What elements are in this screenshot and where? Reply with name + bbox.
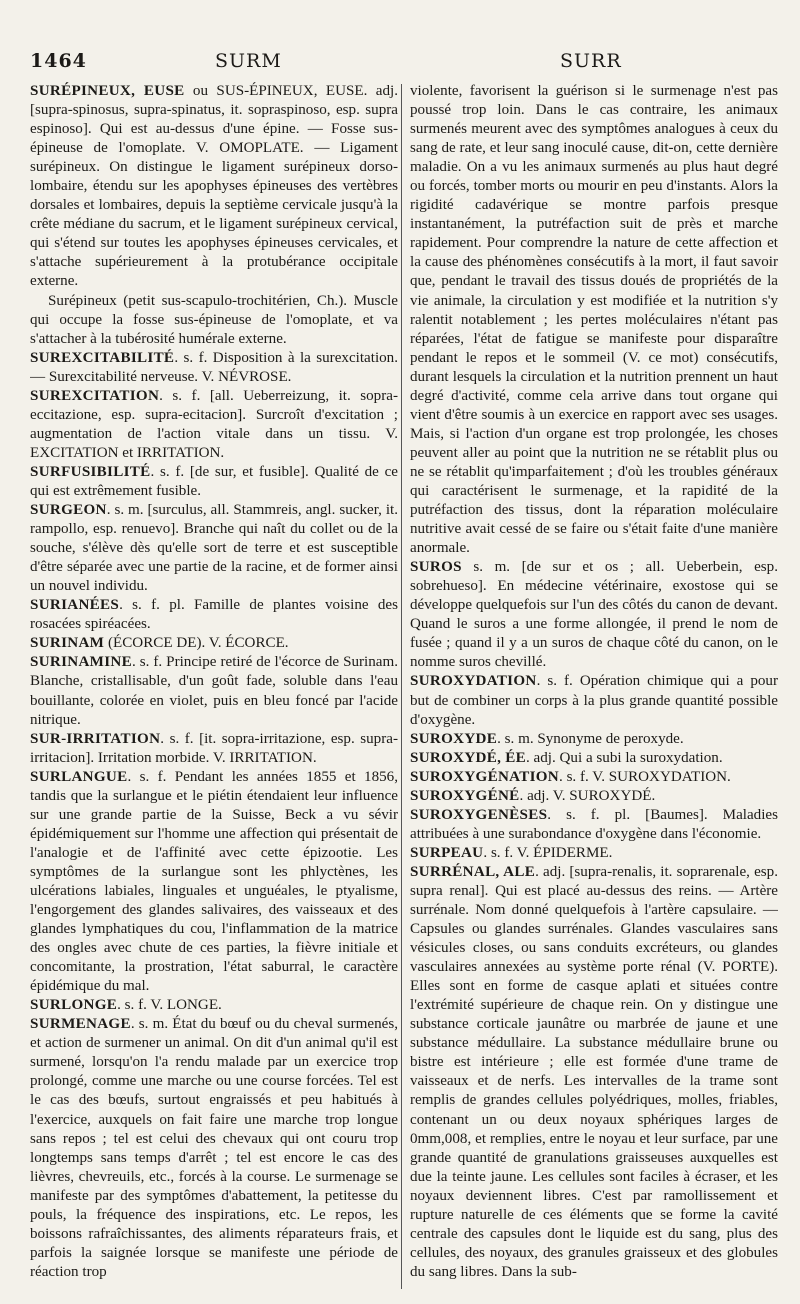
entry-text: . s. f. Pendant les années 1855 et 1856, tandis que la surlangue et le piétin étendaient leur influence sur une grande partie de la Suisse, Beck a vu sévir épidémiquement sur l'homme une affection qui présentait de l'analogie et de l'affinité avec cette épizootie. Les symptômes de la surlangue sont les phlyctènes, les ulcérations labiales, linguales et unguéales, le ptyalisme, l'engorgement des glandes salivaires, des vaisseaux et des glandes lymphatiques du cou, l'inflammation de la matrice des ongles avec chute de ces parties, la fièvre initiale et concomitante, la prostration, l'état saburral, le caractère épidémique du mal. xyxy=(30,768,398,995)
entry-text: . s. m. État du bœuf ou du cheval surmenés, et action de surmener un animal. On dit d'un animal qu'il est surmené, lorsqu'on l'a rendu malade par un exercice trop prolongé, comme une marche ou une course forcées. Tel est le cas des bœufs, surtout engraissés et peu habitués à l'exercice, auxquels on fait faire une marche trop longue sans repos ; tel est celui des chevaux qui ont couru trop longtemps sans temps d'arrêt ; tel est encore le cas des lièvres, chevreuils, etc., forcés à la course. Le surmenage se manifeste par des symptômes d'abattement, la petitesse du pouls, la fréquence des inspirations, etc. Le repos, les boissons rafraîchissantes, des aliments réparateurs frais, et parfois la saignée lorsque se manifeste une période de réaction trop xyxy=(30,1016,398,1280)
dictionary-entry xyxy=(30,501,398,596)
dictionary-entry xyxy=(410,863,778,1282)
right-running-head: SURR xyxy=(560,50,622,72)
entry-text: . s. m. Synonyme de peroxyde. xyxy=(497,730,684,747)
entry-text: . s. f. [all. Ueberreizung, it. sopra-eccitazione, esp. supra-ecitacion]. Surcroît d'excitation ; augmentation de l'action vitale dans un tissu. V. EXCITATION et IRRITATION. xyxy=(30,387,398,461)
entry-headword: SUROXYDÉ, ÉE xyxy=(410,749,526,766)
entry-text: . s. m. [surculus, all. Stammreis, angl. sucker, it. rampollo, esp. renuevo]. Branche qui naît du collet ou de la souche, s'élève dès qu'elle sort de terre et est susceptible d'être séparée avec une partie de la racine, et de former ainsi un nouvel individu. xyxy=(30,502,398,595)
page-number: 1464 xyxy=(30,50,87,72)
entry-text: . s. f. V. ÉPIDERME. xyxy=(483,844,613,861)
entry-text: . s. f. pl. Famille de plantes voisine des rosacées spiréacées. xyxy=(30,597,398,633)
dictionary-entry xyxy=(30,768,398,997)
entry-text: . s. f. V. SUROXYDATION. xyxy=(559,768,731,785)
right-column xyxy=(410,82,778,1287)
entry-text: s. m. [de sur et os ; all. Ueberbein, esp. sobrehueso]. En médecine vétérinaire, exostose qui se développe quelquefois sur l'un des côtés du canon de devant. Quand le suros a une forme allongée, il prend le nom de fusée ; quand il y a un suros de chaque côté du canon, on le nomme suros chevillé. xyxy=(410,559,778,671)
dictionary-entry xyxy=(30,387,398,463)
entry-text: . s. f. [it. sopra-irritazione, esp. supra-irritacion]. Irritation morbide. V. IRRITATION. xyxy=(30,730,398,766)
dictionary-entry xyxy=(410,768,778,787)
dictionary-entry xyxy=(410,806,778,844)
dictionary-entry xyxy=(30,653,398,729)
entry-headword: SURFUSIBILITÉ xyxy=(30,463,151,480)
entry-text: (ÉCORCE DE). V. ÉCORCE. xyxy=(104,635,289,652)
entry-headword: SURMENAGE xyxy=(30,1016,131,1033)
entry-text: ou SUS-ÉPINEUX, EUSE. adj. [supra-spinosus, supra-spinatus, it. sopraspinoso, esp. supra espinoso]. Qui est au-dessus d'une épine. — Fosse sus-épineuse de l'omoplate. V. OMOPLATE. — Ligament surépineux. On distingue le ligament surépineux dorso-lombaire, étendu sur les apophyses épineuses des vertèbres dorsales et lombaires, depuis la septième cervicale jusqu'à la crête médiane du sacrum, et le ligament surépineux cervical, qui s'étend sur toutes les apophyses épineuses cervicales, et s'attache supérieurement à la protubérance occipitale externe. xyxy=(30,83,398,290)
dictionary-entry xyxy=(410,730,778,749)
dictionary-entry xyxy=(410,558,778,672)
entry-text: . s. f. V. LONGE. xyxy=(117,997,222,1014)
left-running-head: SURM xyxy=(215,50,282,72)
entry-headword: SUREXCITABILITÉ xyxy=(30,349,175,366)
dictionary-entry xyxy=(30,996,398,1015)
entry-text: . s. f. pl. [Baumes]. Maladies attribuées à une surabondance d'oxygène dans l'économie. xyxy=(410,806,778,842)
dictionary-entry xyxy=(410,787,778,806)
entry-headword: SURPEAU xyxy=(410,844,484,861)
dictionary-entry xyxy=(30,463,398,501)
dictionary-entry xyxy=(30,1015,398,1282)
entry-text: . s. f. Principe retiré de l'écorce de Surinam. Blanche, cristallisable, d'un goût fade, soluble dans l'eau bouillante, colorée en violet, puis en bleu foncé par l'acide nitrique. xyxy=(30,654,398,728)
dictionary-entry xyxy=(410,844,778,863)
entry-headword: SUROXYDE xyxy=(410,730,498,747)
entry-text: . adj. [supra-renalis, it. soprarenale, esp. supra renal]. Qui est placé au-dessus des reins. — Artère surrénale. Nom donné quelquefois à l'artère capsulaire. — Capsules ou glandes surrénales. Glandes vasculaires sans vésicules closes, ou sans conduits excréteurs, ou glandes vasculaires annexées au système porte rénal (V. PORTE). Elles sont en forme de casque aplati et situées contre l'extrémité supérieure de chaque rein. On y distingue une substance corticale jaunâtre ou marbrée de jaune et une substance médullaire. La substance médullaire brune ou bistre est intérieure ; elle est formée d'une trame de vaisseaux et de nerfs. Les intervalles de la trame sont remplis de grandes cellules polyédriques, molles, friables, contenant un ou deux noyaux sphériques larges de 0mm,008, et remplies, entre le noyau et leur surface, par une grande quantité de granulations graisseuses auxquelles est due la teinte jaune. Les cellules sont faciles à écraser, et les noyaux deviennent libres. C'est par ramollissement et rupture naturelle de ces éléments que se forme la cavité centrale des capsules dont le liquide est du sang, plus des cellules, des noyaux, des granules graisseux et des globules du sang libres. Dans la sub- xyxy=(410,863,778,1280)
entry-text: . s. f. Disposition à la surexcitation. — Surexcitabilité nerveuse. V. NÉVROSE. xyxy=(30,349,398,385)
dictionary-entry xyxy=(30,349,398,387)
entry-headword: SUROXYGENÈSES xyxy=(410,806,548,823)
entry-headword: SURINAMINE xyxy=(30,654,132,671)
entry-text: . adj. Qui a subi la suroxydation. xyxy=(526,749,723,766)
entry-headword: SURÉPINEUX, EUSE xyxy=(30,83,185,99)
entry-headword: SUR-IRRITATION xyxy=(30,730,161,747)
dictionary-entry xyxy=(30,730,398,768)
entry-headword: SURLONGE xyxy=(30,997,118,1014)
entry-text: violente, favorisent la guérison si le surmenage n'est pas poussé trop loin. Dans le cas contraire, les animaux surmenés meurent avec des symptômes analogues à ceux du sang de rate, et leur sang inoculé cause, dit-on, cette dernière maladie. On a vu les animaux surmenés au plus haut degré ou forcés, tomber morts ou mourir en peu d'instants. Alors la rigidité cadavérique se montre parfois presque instantanément, la putréfaction suit de près et marche rapidement. Pour comprendre la nature de cette affection et la cause des phénomènes consécutifs à la mort, il faut savoir que, pendant le travail des tissus doués de propriétés de la vie animale, la circulation y est modifiée et la nutrition s'y ralentit notablement ; les pertes moléculaires n'étant pas réparées, l'état de fatigue se manifeste pour disparaître pendant le repos et le sommeil (V. ce mot) consécutifs, durant lesquels la circulation et la nutrition prennent un haut degré d'activité, comme cela arrive dans tout organe qui vient d'être soumis à un exercice en rapport avec ses usages. Mais, si l'action d'un organe est trop prolongée, les choses peuvent aller au point que la nutrition ne se rétablit plus ou ne se rétablit qu'imparfaitement ; d'où les troubles généraux qui caractérisent le surmenage, et la rapidité de la putréfaction des tissus, dont la réparation moléculaire nutritive avait cessé de se faire ou s'était faite d'une manière anormale. xyxy=(410,83,778,557)
dictionary-entry xyxy=(30,596,398,634)
entry-headword: SUROS xyxy=(410,559,462,576)
continued-paragraph xyxy=(410,82,778,558)
entry-headword: SURGEON xyxy=(30,502,107,519)
dictionary-entry xyxy=(30,82,398,292)
entry-headword: SURRÉNAL, ALE xyxy=(410,863,536,880)
entry-headword: SURIANÉES xyxy=(30,597,120,614)
entry-headword: SUROXYGÉNÉ xyxy=(410,787,520,804)
entry-text: . s. f. [de sur, et fusible]. Qualité de ce qui est extrêmement fusible. xyxy=(30,463,398,499)
dictionary-entry xyxy=(410,672,778,729)
entry-headword: SUREXCITATION xyxy=(30,387,160,404)
entry-headword: SUROXYDATION xyxy=(410,673,537,690)
entry-text: . s. f. Opération chimique qui a pour but de combiner un corps à la plus grande quantité possible d'oxygène. xyxy=(410,673,778,728)
column-rule xyxy=(401,84,402,1289)
page-header xyxy=(30,46,770,74)
entry-headword: SURINAM xyxy=(30,635,105,652)
dictionary-entry xyxy=(30,292,398,349)
entry-headword: SUROXYGÉNATION xyxy=(410,768,560,785)
entry-text: Surépineux (petit sus-scapulo-trochitérien, Ch.). Muscle qui occupe la fosse sus-épineuse de l'omoplate, et va s'attacher à la tubérosité humérale externe. xyxy=(30,292,398,347)
dictionary-entry xyxy=(410,749,778,768)
left-column xyxy=(30,82,398,1287)
entry-text: . adj. V. SUROXYDÉ. xyxy=(519,787,656,804)
dictionary-entry xyxy=(30,634,398,653)
entry-headword: SURLANGUE xyxy=(30,768,128,785)
